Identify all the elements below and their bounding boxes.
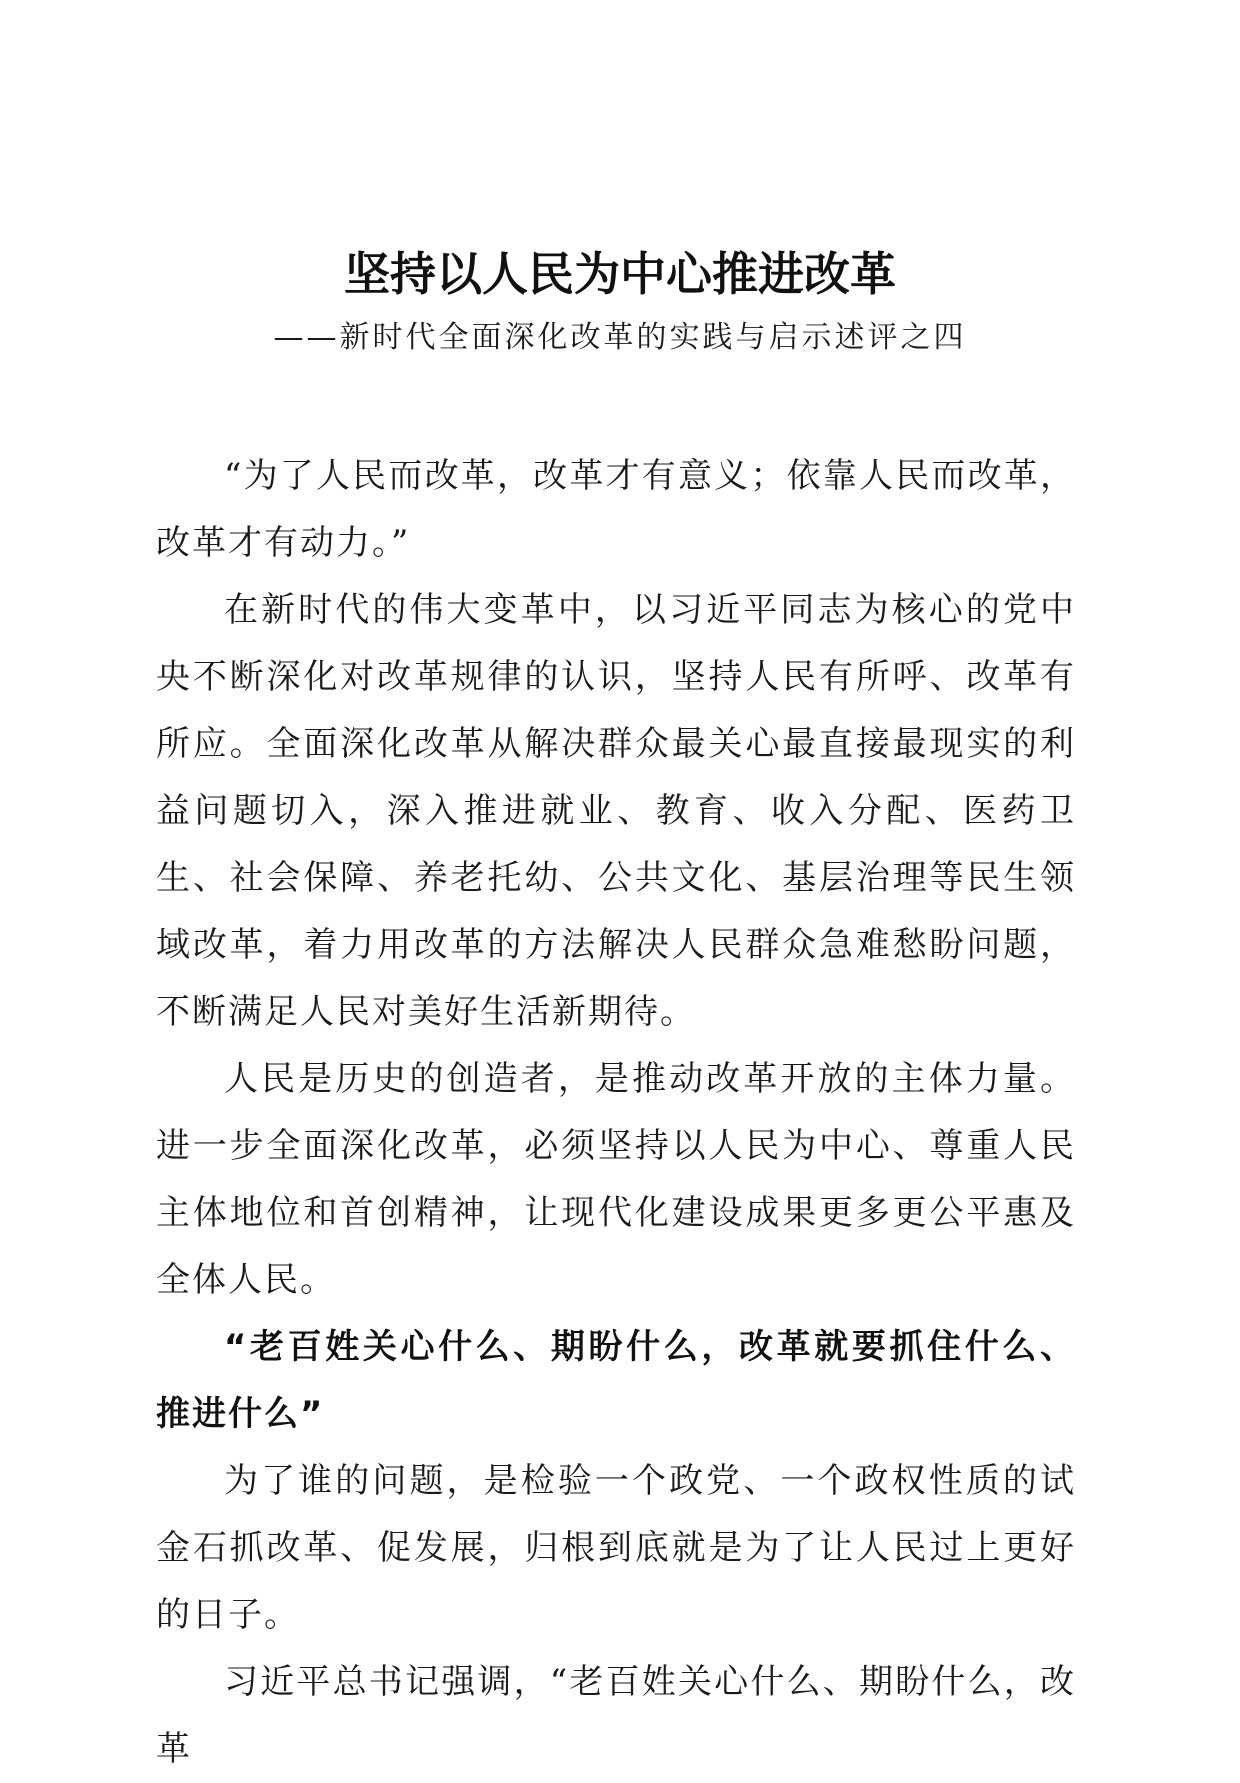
document-title: 坚持以人民为中心推进改革: [344, 247, 896, 301]
body-paragraph: 在新时代的伟大变革中，以习近平同志为核心的党中央不断深化对改革规律的认识，坚持人民有所呼、改革有所应。全面深化改革从解决群众最关心最直接最现实的利益问题切入，深入推进就业、教育、收入分配、医药卫生、社会保障、养老托幼、公共文化、基层治理等民生领域改革，着力用改革的方法解决人民群众急难愁盼问题，不断满足人民对美好生活新期待。: [156, 590, 1076, 1032]
body-paragraph: 习近平总书记强调，“老百姓关心什么、期盼什么，改革: [156, 1662, 1076, 1769]
document-subtitle: ——新时代全面深化改革的实践与启示述评之四: [273, 320, 967, 355]
body-paragraph: 人民是历史的创造者，是推动改革开放的主体力量。进一步全面深化改革，必须坚持以人民为中心、尊重人民主体地位和首创精神，让现代化建设成果更多更公平惠及全体人民。: [156, 1059, 1076, 1300]
body-paragraph: “为了人民而改革，改革才有意义；依靠人民而改革，改革才有动力。”: [156, 456, 1076, 563]
document-body: [156, 443, 1076, 1783]
section-heading: “老百姓关心什么、期盼什么，改革就要抓住什么、推进什么”: [156, 1327, 1076, 1434]
body-paragraph: 为了谁的问题，是检验一个政党、一个政权性质的试金石抓改革、促发展，归根到底就是为了让人民过上更好的日子。: [156, 1461, 1076, 1635]
